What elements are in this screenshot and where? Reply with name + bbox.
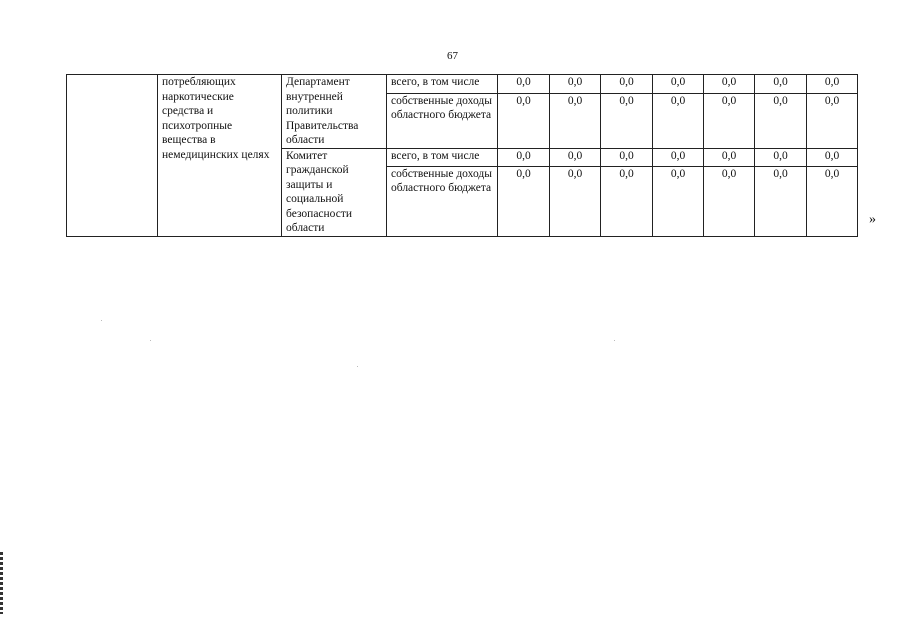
executor-name-cell: Комитет гражданской защиты и социальной безопасности области	[282, 148, 387, 236]
value-cell: 0,0	[755, 75, 807, 94]
value-cell: 0,0	[498, 93, 550, 148]
value-cell: 0,0	[550, 93, 601, 148]
value-cell: 0,0	[704, 75, 755, 94]
scan-speck	[101, 320, 102, 321]
value-cell: 0,0	[755, 166, 807, 236]
executor-name-cell: Департамент внутренней политики Правительства области	[282, 75, 387, 149]
value-cell: 0,0	[550, 148, 601, 166]
value-cell: 0,0	[755, 148, 807, 166]
funding-label-cell: собственные доходы областного бюджета	[387, 93, 498, 148]
value-cell: 0,0	[807, 93, 858, 148]
table-row	[67, 75, 858, 94]
measure-cell: потребляющих наркотические средства и психотропные вещества в немедицинских целях	[158, 75, 282, 237]
value-cell: 0,0	[704, 148, 755, 166]
value-cell: 0,0	[807, 166, 858, 236]
value-cell: 0,0	[704, 93, 755, 148]
value-cell: 0,0	[601, 93, 653, 148]
value-cell: 0,0	[653, 75, 704, 94]
goal-cell	[67, 75, 158, 237]
funding-label-cell: всего, в том числе	[387, 148, 498, 166]
value-cell: 0,0	[498, 75, 550, 94]
funding-label-cell: всего, в том числе	[387, 75, 498, 94]
value-cell: 0,0	[550, 166, 601, 236]
value-cell: 0,0	[807, 148, 858, 166]
value-cell: 0,0	[498, 166, 550, 236]
closing-quote: »	[869, 212, 876, 227]
value-cell: 0,0	[550, 75, 601, 94]
value-cell: 0,0	[498, 148, 550, 166]
budget-table	[66, 74, 858, 237]
scan-speck	[150, 340, 151, 341]
value-cell: 0,0	[653, 166, 704, 236]
scan-margin-marks	[0, 552, 3, 614]
value-cell: 0,0	[601, 148, 653, 166]
value-cell: 0,0	[601, 166, 653, 236]
value-cell: 0,0	[807, 75, 858, 94]
scan-speck	[614, 340, 615, 341]
scan-speck	[357, 366, 358, 367]
value-cell: 0,0	[755, 93, 807, 148]
value-cell: 0,0	[653, 93, 704, 148]
value-cell: 0,0	[601, 75, 653, 94]
page-number: 67	[447, 50, 458, 62]
value-cell: 0,0	[653, 148, 704, 166]
funding-label-cell: собственные доходы областного бюджета	[387, 166, 498, 236]
value-cell: 0,0	[704, 166, 755, 236]
